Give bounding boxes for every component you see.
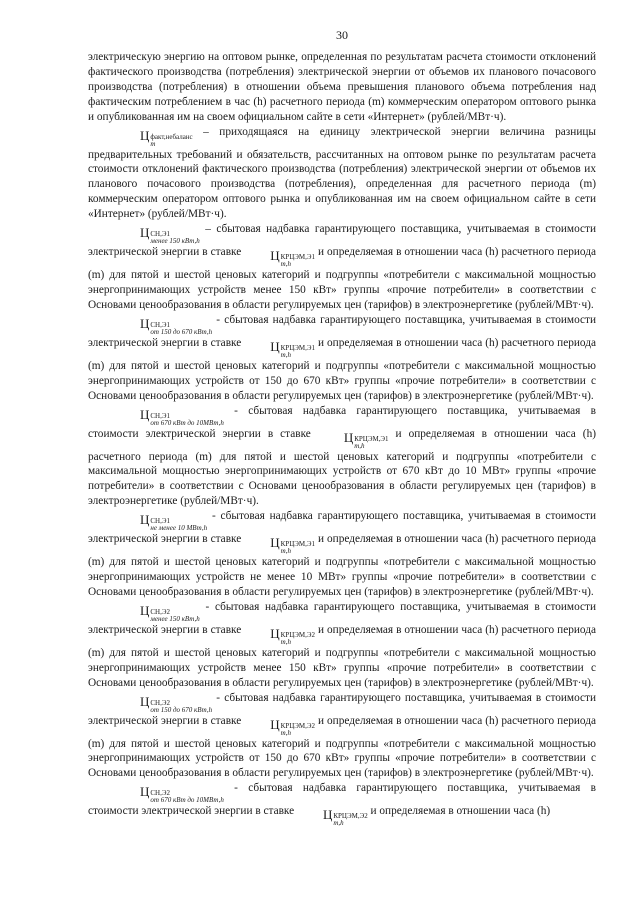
definition-text: - сбытовая надбавка гарантирующего поставщика, учитываемая в стоимости электрической энергии в ставке bbox=[88, 313, 596, 349]
formula-reference: Ц КРЦЭМ,Э1 m,h bbox=[270, 248, 315, 269]
definition-paragraph bbox=[88, 781, 596, 827]
formula-symbol: Ц СН,Э2 от 670 кВт до 10МВт,h bbox=[140, 784, 224, 805]
formula-symbol: Ц СН,Э2 менее 150 кВт,h bbox=[140, 602, 200, 623]
formula-reference: Ц КРЦЭМ,Э2 m,h bbox=[270, 625, 315, 646]
definition-paragraph bbox=[88, 691, 596, 782]
formula-symbol: Ц СН,Э1 не менее 10 МВт,h bbox=[140, 512, 208, 533]
definition-text: - сбытовая надбавка гарантирующего поставщика, учитываемая в стоимости электрической энергии в ставке bbox=[88, 404, 596, 440]
formula-reference: Ц КРЦЭМ,Э1 m,h bbox=[270, 338, 315, 359]
formula-symbol: Ц СН,Э1 от 670 кВт до 10МВт,h bbox=[140, 406, 224, 427]
formula-reference: Ц КРЦЭМ,Э2 m,h bbox=[270, 716, 315, 737]
definition-text: - сбытовая надбавка гарантирующего поставщика, учитываемая в стоимости электрической энергии в ставке bbox=[88, 510, 596, 546]
definition-tail: и определяемая в отношении часа (h) расчетного периода (m) для пятой и шестой ценовых категорий и подгруппы «потребители с максимальной мощностью энергопринимающих устройств от 670 кВт до 10 МВт» группы «прочие потребители» в соответствии с Основами ценообразования в области регулируемых цен (тарифов) в электроэнергетике (рублей/МВт·ч). bbox=[88, 427, 596, 508]
definition-tail: и определяемая в отношении часа (h) bbox=[367, 805, 551, 818]
formula-symbol: Ц СН,Э1 от 150 до 670 кВт,h bbox=[140, 315, 213, 336]
formula-symbol: Ц факт,небаланс m bbox=[140, 127, 193, 148]
formula-reference: Ц КРЦЭМ,Э1 m,h bbox=[270, 535, 315, 556]
intro-paragraph: электрическую энергию на оптовом рынке, определенная по результатам расчета стоимости отклонений фактического производства (потребления) электрической энергии от объемов их планового почасового производства (потребления) в отношении объема превышения планового объема потребления над фактическим потреблением в час (h) расчетного периода (m) коммерческим оператором оптового рынка и опубликованная им на своем официальном сайте в сети «Интернет» (рублей/МВт·ч). bbox=[88, 51, 596, 123]
definition-tail: и определяемая в отношении часа (h) расчетного периода (m) для пятой и шестой ценовых категорий и подгруппы «потребители с максимальной мощностью энергопринимающих устройств от 150 до 670 кВт» группы «прочие потребители» в соответствии с Основами ценообразования в области регулируемых цен (тарифов) в электроэнергетике (рублей/МВт·ч). bbox=[88, 714, 597, 780]
definition-tail: и определяемая в отношении часа (h) расчетного периода (m) для пятой и шестой ценовых категорий и подгруппы «потребители с максимальной мощностью энергопринимающих устройств не менее 10 МВт» группы «прочие потребители» в соответствии с Основами ценообразования в области регулируемых цен (тарифов) в электроэнергетике (рублей/МВт·ч). bbox=[88, 533, 597, 598]
definition-paragraph bbox=[88, 600, 596, 691]
definition-paragraph bbox=[88, 222, 596, 313]
formula-reference: Ц КРЦЭМ,Э1 m,h bbox=[343, 429, 389, 450]
definition-paragraph bbox=[88, 509, 596, 600]
definition-tail: и определяемая в отношении часа (h) расчетного периода (m) для пятой и шестой ценовых категорий и подгруппы «потребители с максимальной мощностью энергопринимающих устройств менее 150 кВт» группы «прочие потребители» в соответствии с Основами ценообразования в области регулируемых цен (тарифов) в электроэнергетике (рублей/МВт·ч). bbox=[88, 246, 597, 311]
page-number: 30 bbox=[336, 28, 348, 42]
definition-paragraph bbox=[88, 313, 596, 404]
formula-symbol: Ц СН,Э1 менее 150 кВт,h bbox=[140, 225, 200, 246]
definition-tail: и определяемая в отношении часа (h) расчетного периода (m) для пятой и шестой ценовых категорий и подгруппы «потребители с максимальной мощностью энергопринимающих устройств менее 150 кВт» группы «прочие потребители» в соответствии с Основами ценообразования в области регулируемых цен (тарифов) в электроэнергетике (рублей/МВт·ч). bbox=[88, 623, 597, 689]
definition-text: – приходящаяся на единицу электрической энергии величина разницы предварительных требований и обязательств, рассчитанных на оптовом рынке по результатам расчета стоимости отклонений фактического производства (потребления) электрической энергии от объемов их планового почасового производства (потребления), определенная для расчетного периода (m) коммерческим оператором оптового рынка и опубликованная им на своем официальном сайте в сети «Интернет» (рублей/МВт·ч). bbox=[88, 125, 596, 221]
definition-text: - сбытовая надбавка гарантирующего поставщика, учитываемая в стоимости электрической энергии в ставке bbox=[88, 600, 596, 636]
formula-reference: Ц КРЦЭМ,Э2 m,h bbox=[322, 807, 368, 828]
definition-tail: и определяемая в отношении часа (h) расчетного периода (m) для пятой и шестой ценовых категорий и подгруппы «потребители с максимальной мощностью энергопринимающих устройств от 150 до 670 кВт» группы «прочие потребители» в соответствии с Основами ценообразования в области регулируемых цен (тарифов) в электроэнергетике (рублей/МВт·ч). bbox=[88, 336, 597, 402]
definition-text: - сбытовая надбавка гарантирующего поставщика, учитываемая в стоимости электрической энергии в ставке bbox=[88, 782, 596, 818]
formula-symbol: Ц СН,Э2 от 150 до 670 кВт,h bbox=[140, 693, 213, 714]
definition-paragraph bbox=[88, 404, 596, 510]
definition-paragraph bbox=[88, 125, 596, 223]
definition-text: - сбытовая надбавка гарантирующего поставщика, учитываемая в стоимости электрической энергии в ставке bbox=[88, 691, 596, 727]
definition-text: – сбытовая надбавка гарантирующего поставщика, учитываемая в стоимости электрической энергии в ставке bbox=[88, 223, 596, 259]
